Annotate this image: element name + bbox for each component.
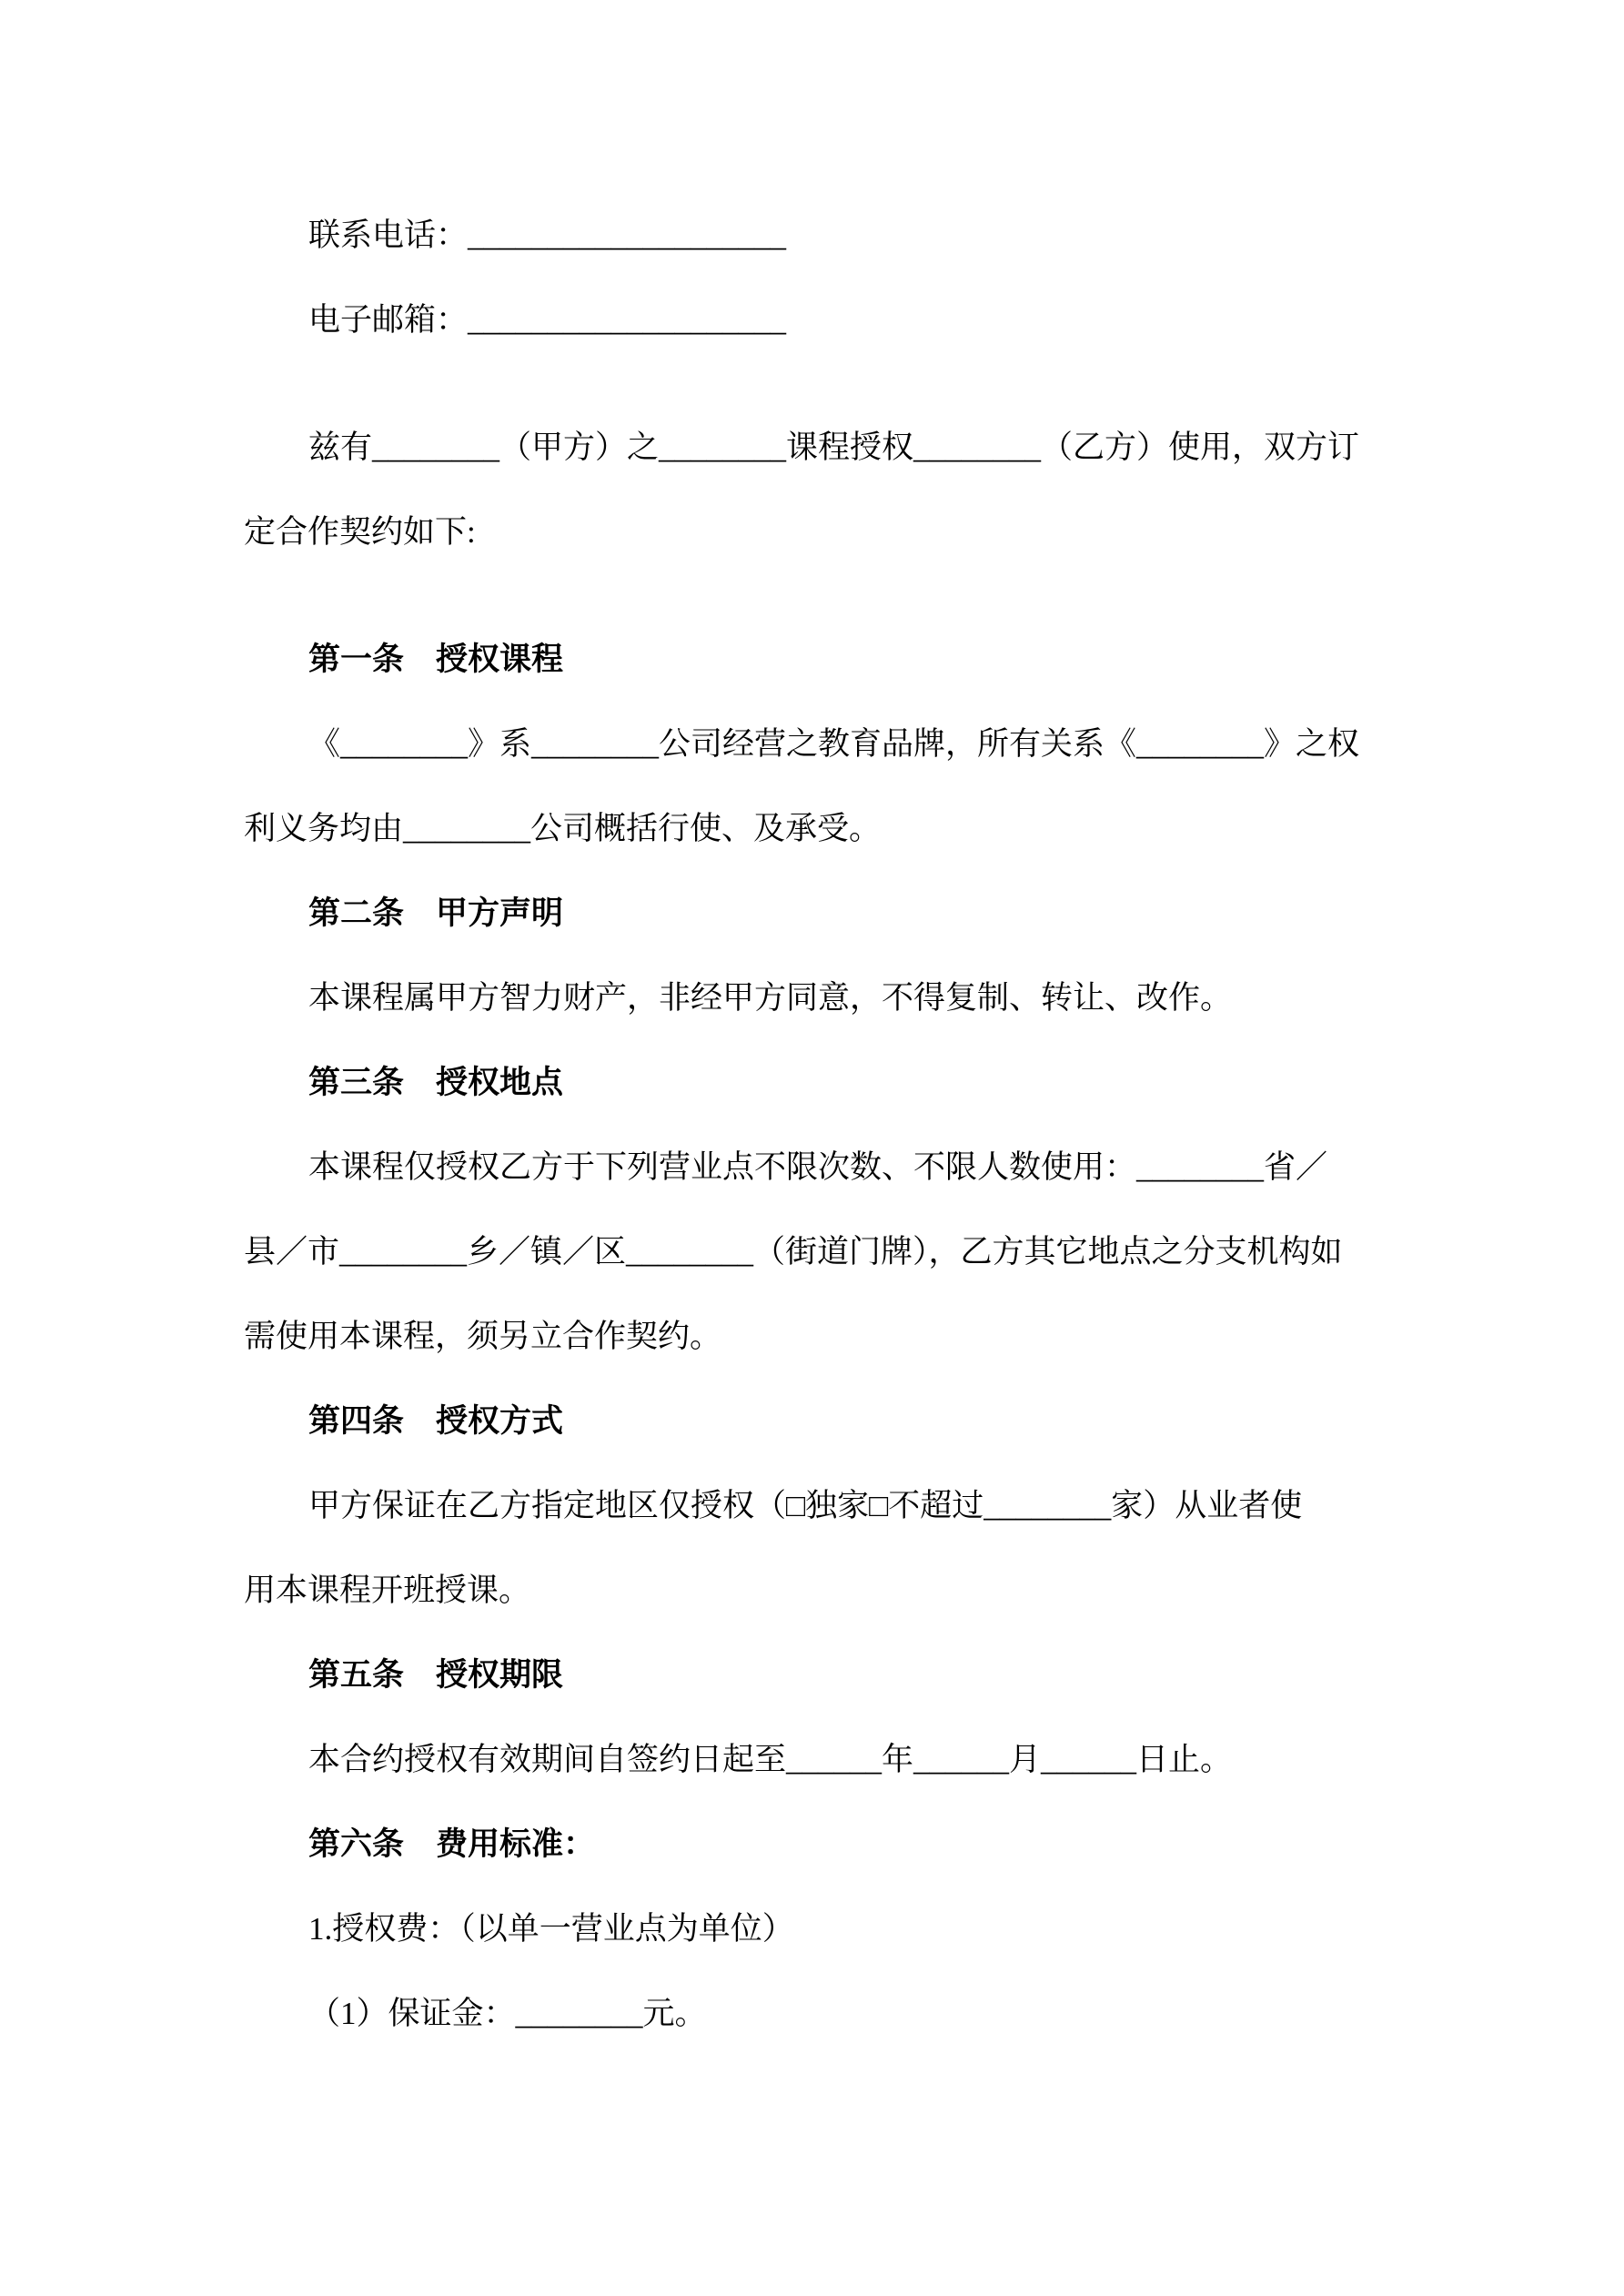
contact-phone-line: 联系电话：____________________ [308, 217, 787, 253]
article-1-heading: 第一条 授权课程 [308, 642, 564, 677]
article-2-heading: 第二条 甲方声明 [308, 895, 564, 931]
article-4-body-line-1: 甲方保证在乙方指定地区仅授权（□独家□不超过________家）从业者使 [308, 1488, 1303, 1523]
preamble-line-2: 定合作契约如下: [244, 514, 476, 550]
article-3-body-line-2: 县／市________乡／镇／区________（街道门牌），乙方其它地点之分支机构如 [244, 1234, 1343, 1269]
article-4-heading: 第四条 授权方式 [308, 1403, 564, 1439]
preamble-line-1: 兹有________（甲方）之________课程授权________（乙方）使用，双方订 [308, 430, 1360, 465]
article-3-body-line-1: 本课程仅授权乙方于下列营业点不限次数、不限人数使用：________省／ [308, 1149, 1328, 1185]
article-1-body-line-2: 利义务均由________公司概括行使、及承受。 [244, 811, 882, 846]
article-3-heading: 第三条 授权地点 [308, 1065, 564, 1100]
article-2-body-line-1: 本课程属甲方智力财产，非经甲方同意，不得复制、转让、改作。 [308, 980, 1233, 1016]
article-6-heading: 第六条 费用标准： [308, 1826, 596, 1862]
article-1-body-line-1: 《________》系________公司经营之教育品牌，所有关系《________》之权 [308, 726, 1360, 762]
article-6-deposit-line: （1）保证金：________元。 [308, 1996, 707, 2031]
contact-email-line: 电子邮箱：____________________ [308, 302, 787, 338]
article-4-body-line-2: 用本课程开班授课。 [244, 1573, 531, 1608]
article-3-body-line-3: 需使用本课程，须另立合作契约。 [244, 1319, 722, 1354]
article-5-body-line-1: 本合约授权有效期间自签约日起至______年______月______日止。 [308, 1742, 1233, 1777]
article-6-fee-item-line: 1.授权费：（以单一营业点为单位） [308, 1911, 794, 1947]
article-5-heading: 第五条 授权期限 [308, 1657, 564, 1693]
